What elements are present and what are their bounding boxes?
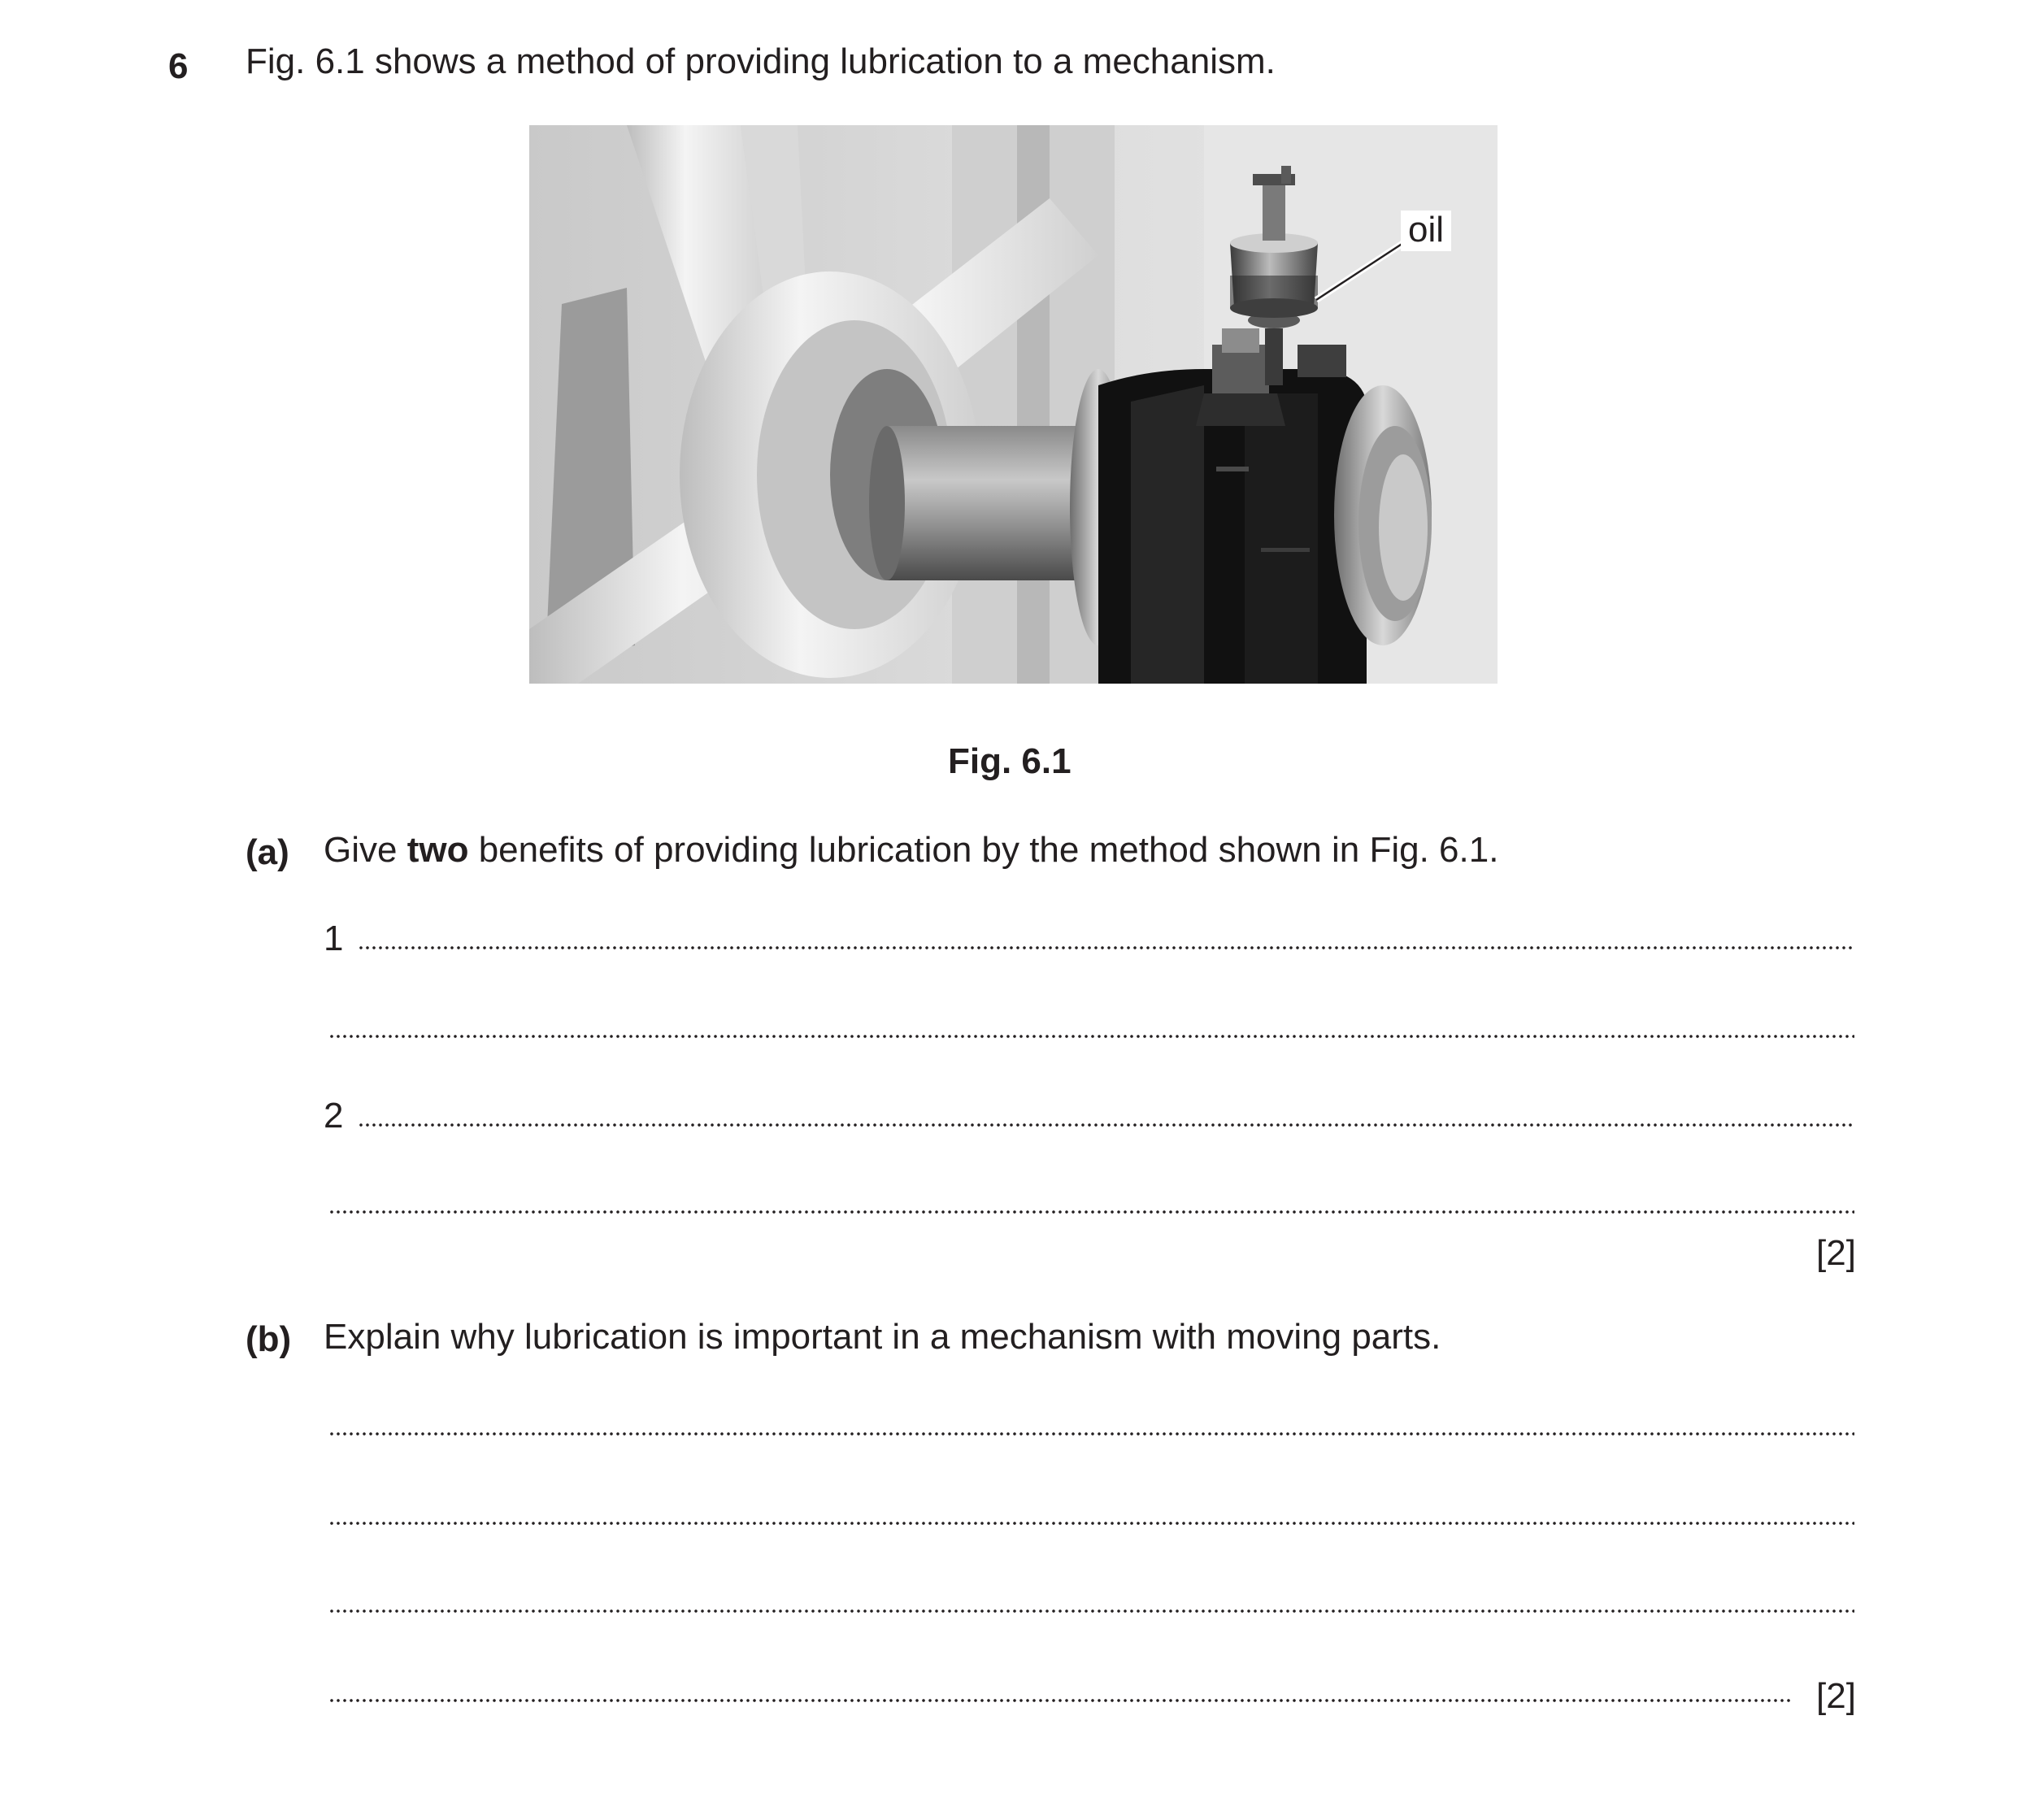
- answer-line-1-number: 1: [324, 919, 344, 958]
- part-a-prompt-bold: two: [406, 830, 469, 870]
- answer-line-a3[interactable]: [358, 1123, 1854, 1127]
- answer-line-b1[interactable]: [328, 1432, 1854, 1436]
- part-a-marks: [2]: [1816, 1233, 1856, 1273]
- answer-line-a4[interactable]: [328, 1210, 1854, 1214]
- oil-label: oil: [1407, 210, 1445, 250]
- part-b-prompt: Explain why lubrication is important in a mechanism with moving parts.: [324, 1317, 1441, 1357]
- part-b-marks: [2]: [1816, 1676, 1856, 1716]
- part-a-prompt: [324, 832, 1498, 868]
- question-number: 6: [168, 46, 189, 86]
- answer-line-a2[interactable]: [328, 1035, 1854, 1038]
- lubrication-photo: [529, 125, 1498, 684]
- answer-line-a1[interactable]: [358, 946, 1854, 949]
- part-a-prompt-end: benefits of providing lubrication by the method shown in Fig. 6.1.: [468, 830, 1499, 870]
- answer-line-b4[interactable]: [328, 1699, 1792, 1702]
- answer-line-b3[interactable]: [328, 1609, 1854, 1613]
- answer-line-b2[interactable]: [328, 1522, 1854, 1525]
- answer-line-2-number: 2: [324, 1096, 344, 1136]
- figure-caption: Fig. 6.1: [948, 741, 1072, 781]
- part-b-label: (b): [246, 1319, 292, 1359]
- part-a-label: (a): [246, 832, 289, 872]
- part-a-prompt-start: Give: [324, 830, 407, 870]
- question-intro: Fig. 6.1 shows a method of providing lubrication to a mechanism.: [246, 41, 1276, 81]
